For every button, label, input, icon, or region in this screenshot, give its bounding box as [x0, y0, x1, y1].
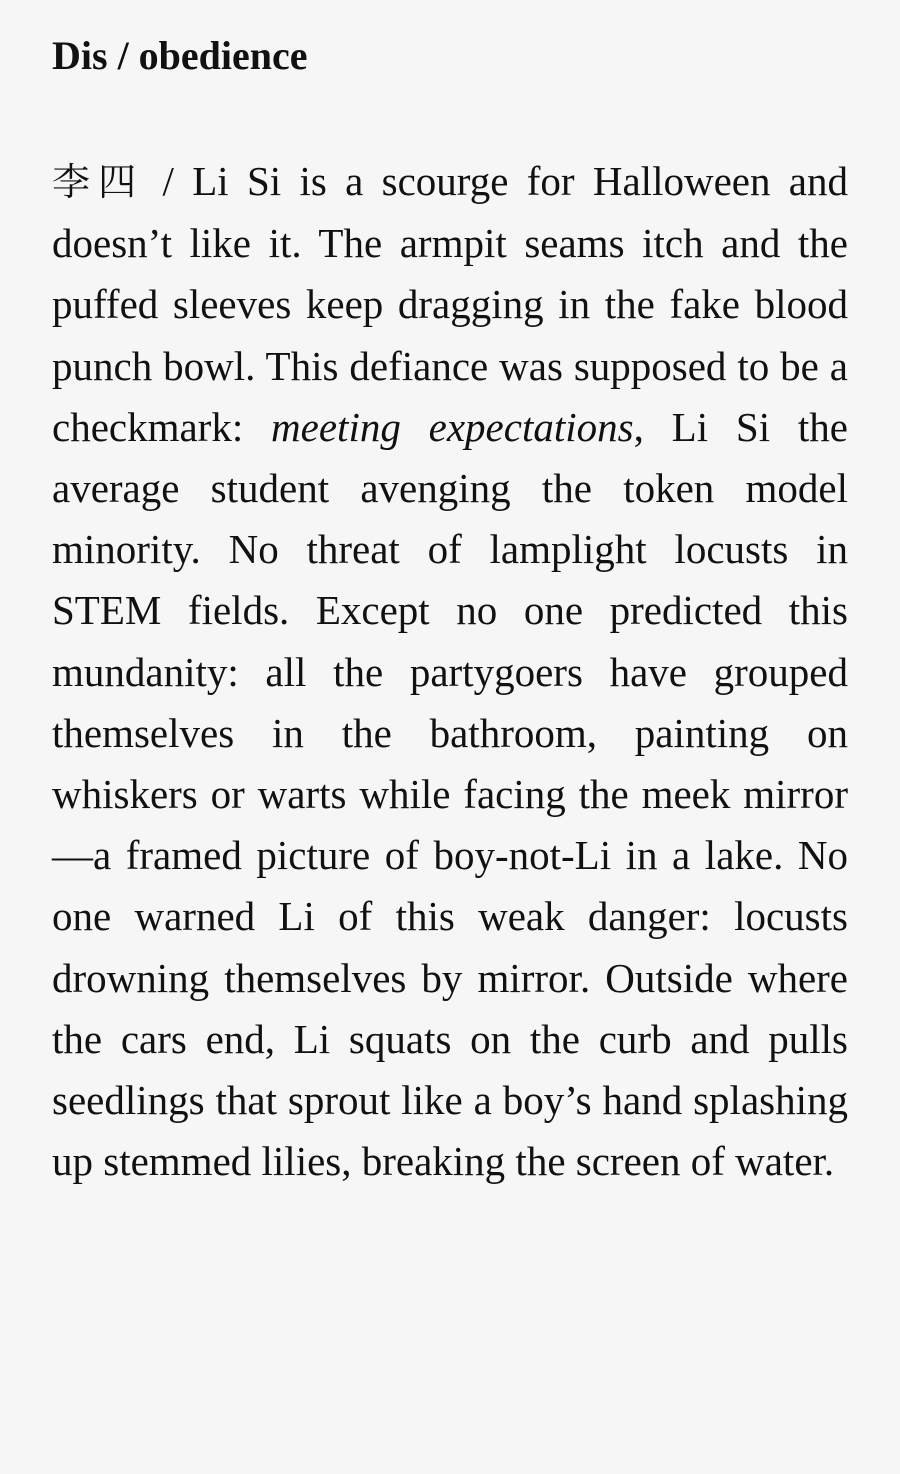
chinese-name: 李四 [52, 160, 145, 204]
poem-text-part-1: / Li Si is a scourge for Halloween and doesn’t like it. The armpit seams itch and the puffed sleeves keep dragging in the fake blood punch bowl. This defiance was supposed to be a checkmark: [52, 158, 848, 450]
poem-title: Dis / obedience [52, 33, 308, 78]
italic-phrase: meeting expectations [271, 403, 634, 450]
document-page [52, 30, 848, 1185]
poem-text-part-2: , Li Si the average student avenging the token model minority. No threat of lamplight locusts in STEM fields. Except no one predicted this mundanity: all the partygoers have grouped themselves in the bathroom, painting on whiskers or warts while facing the meek mirror—a framed picture of boy-not-Li in a lake. No one warned Li of this weak danger: locusts drowning themselves by mirror. Outside where the cars end, Li squats on the curb and pulls seedlings that sprout like a boy’s hand splashing up stemmed lilies, breaking the screen of water. [52, 403, 848, 1185]
poem-body [52, 151, 848, 1192]
